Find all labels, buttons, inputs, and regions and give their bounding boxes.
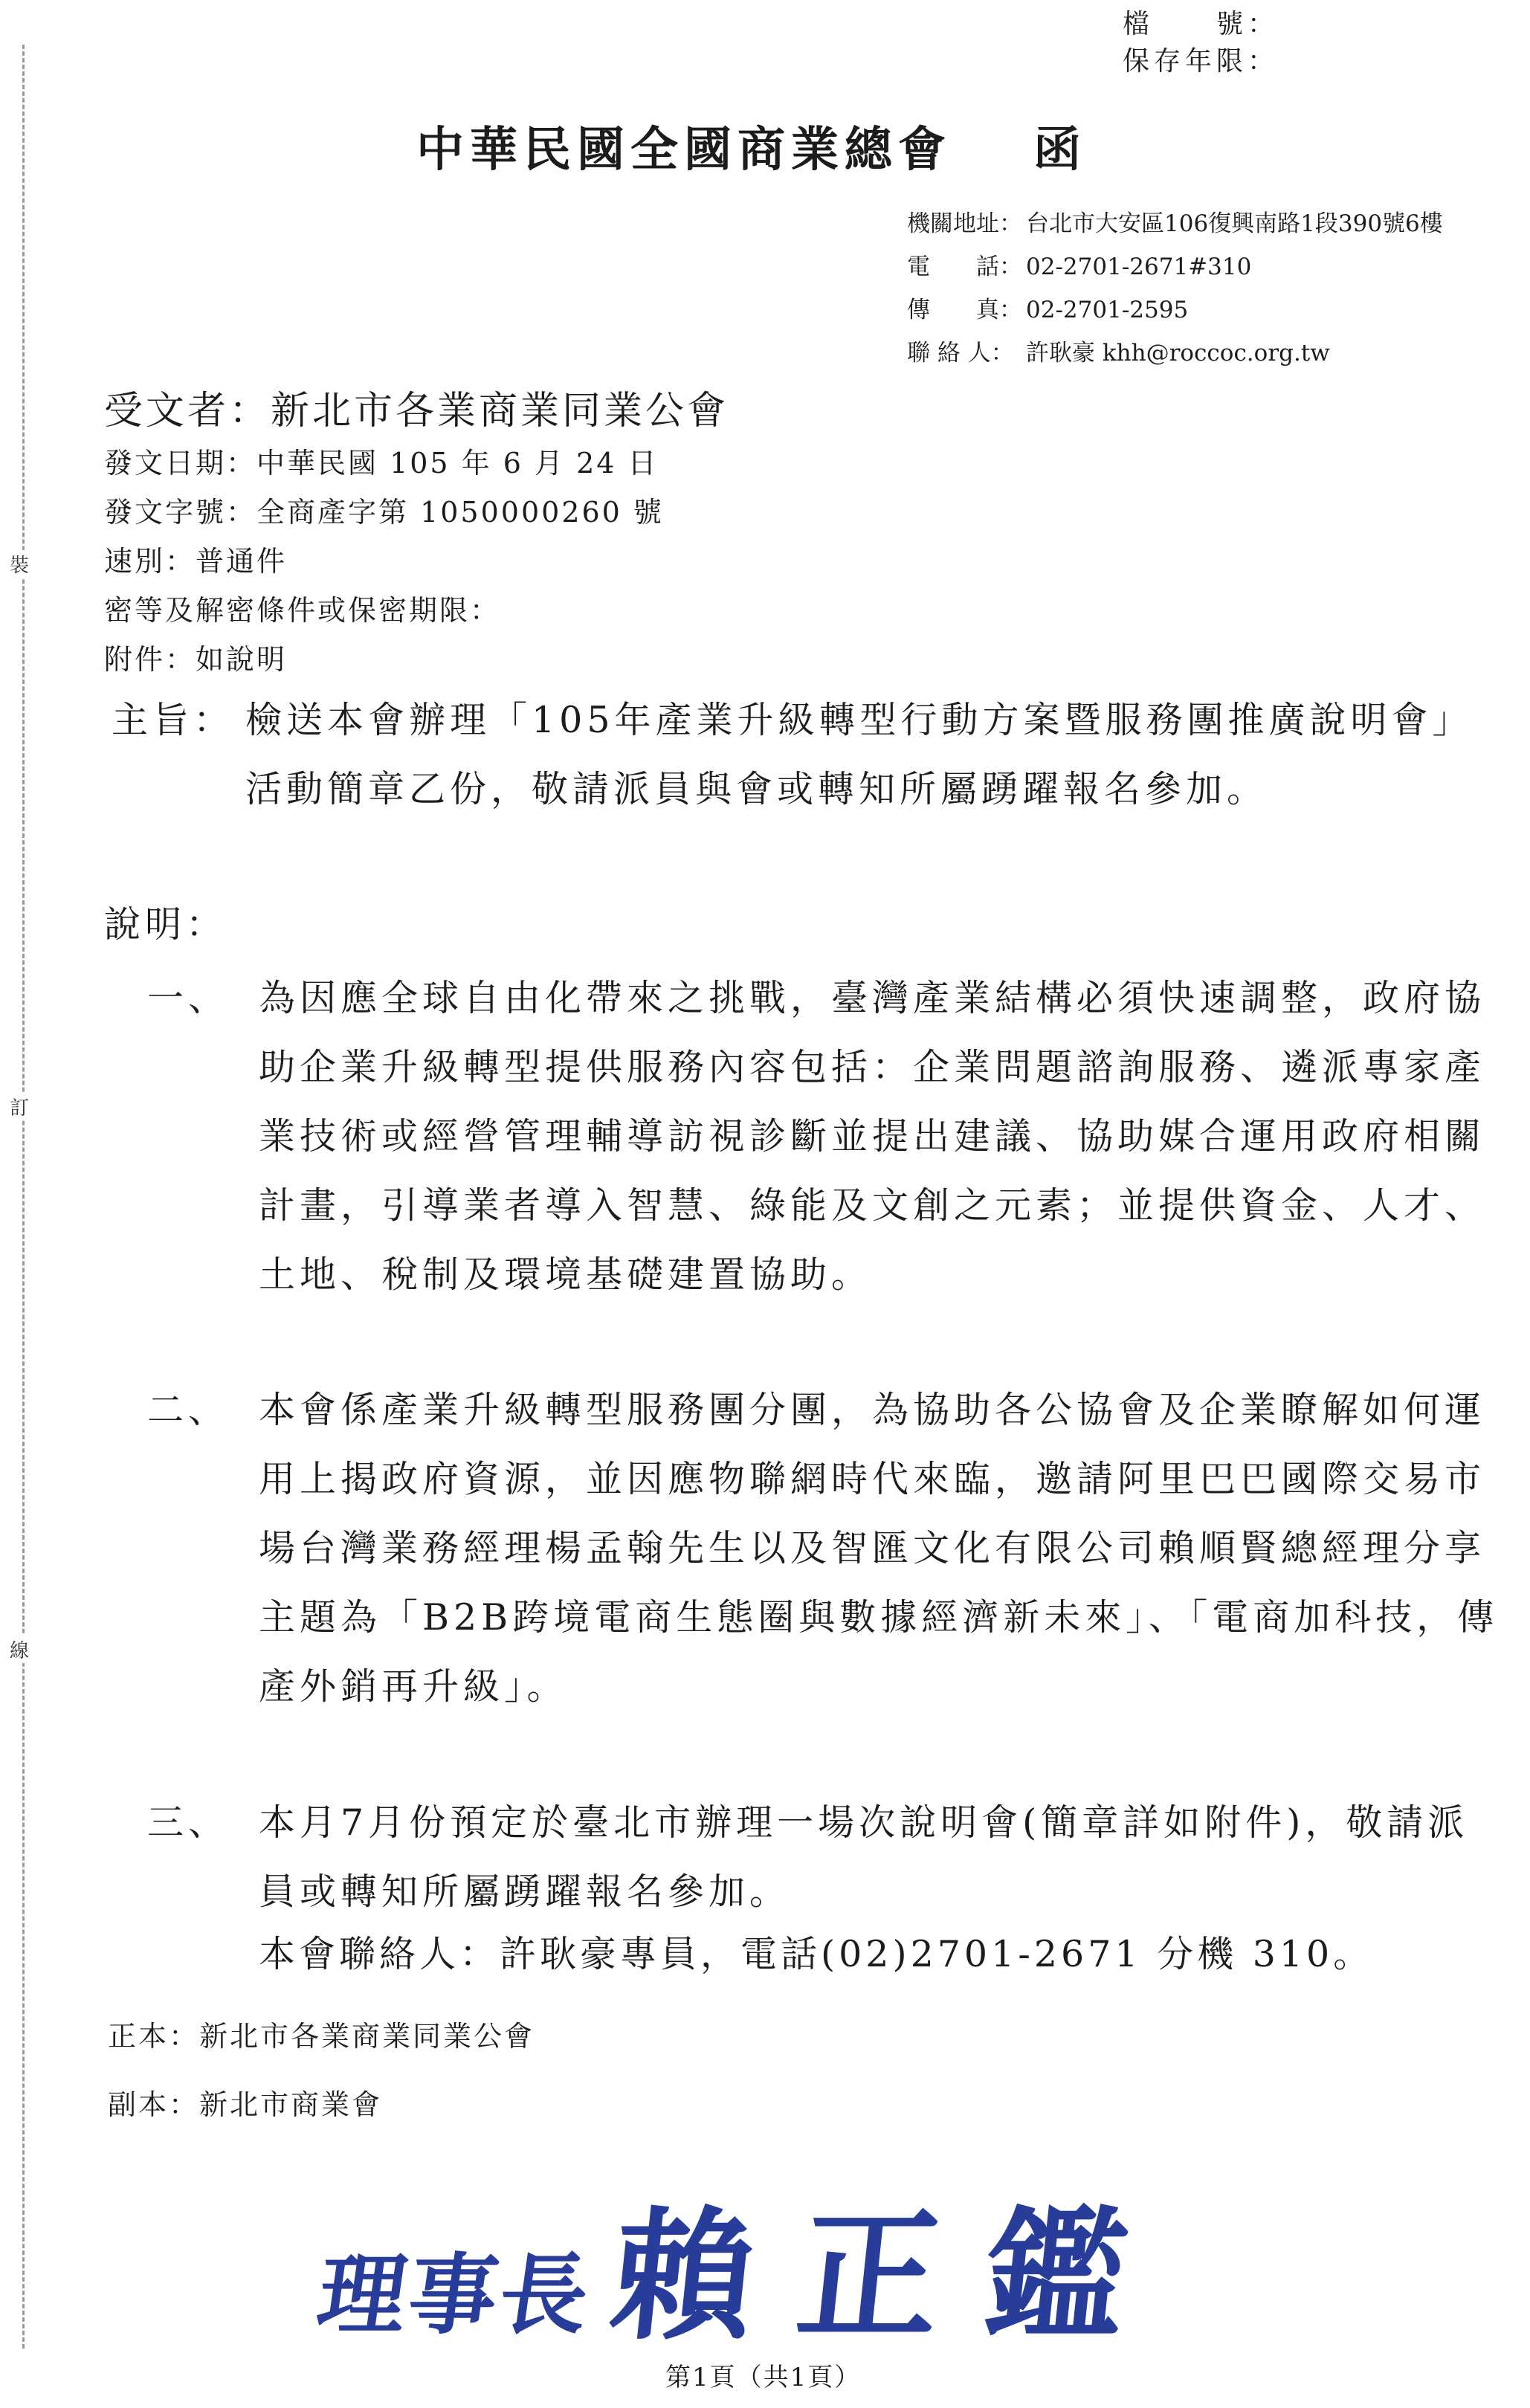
fax-value: 02-2701-2595: [1026, 297, 1189, 323]
document-meta: [104, 439, 664, 684]
issue-date: 發文日期：中華民國 105 年 6 月 24 日: [104, 447, 659, 480]
contact-value: 許耿豪 khh@roccoc.org.tw: [1026, 340, 1330, 367]
explanation-item: [147, 963, 1508, 1309]
subject: [112, 685, 1509, 824]
issue-number: 發文字號：全商產字第 1050000260 號: [104, 496, 664, 529]
explanation-item: [147, 1788, 1508, 1926]
item-text: 為因應全球自由化帶來之挑戰，臺灣產業結構必須快速調整，政府協助企業升級轉型提供服務內容包括：企業問題諮詢服務、遴派專家產業技術或經營管理輔導訪視診斷並提出建議、協助媒合運用政府相關計畫，引導業者導入智慧、綠能及文創之元素；並提供資金、人才、土地、稅制及環境基礎建置協助。: [259, 977, 1486, 1296]
contact-label: 聯 絡 人：: [907, 340, 1014, 367]
explanation-item: [147, 1375, 1508, 1721]
cc-main: 正本：新北市各業商業同業公會: [108, 2020, 535, 2053]
signature-title: 理事長: [311, 2243, 598, 2346]
address-label: 機關地址：: [907, 210, 1022, 237]
retention-label: 保存年限：: [1123, 46, 1279, 77]
chairman-signature-stamp: [311, 2163, 1180, 2366]
title-org: 中華民國全國商業總會: [416, 122, 952, 178]
explanation-heading: 說明：: [104, 903, 227, 946]
title-doc-type: 函: [1033, 122, 1087, 178]
file-number-label: 檔 號：: [1123, 9, 1279, 39]
item-number: 二、: [147, 1389, 230, 1431]
phone-label: 電 話：: [907, 254, 1022, 280]
page-number: 第1頁（共1頁）: [665, 2363, 862, 2392]
address-row: [907, 202, 1443, 245]
subject-text: 檢送本會辦理「105年產業升級轉型行動方案暨服務團推廣說明會」活動簡章乙份，敬請派員與會或轉知所屬踴躍報名參加。: [245, 699, 1473, 810]
secrecy: 密等及解密條件或保密期限：: [104, 594, 501, 627]
recipient: 受文者：新北市各業商業同業公會: [104, 389, 729, 433]
cc-copy: 副本：新北市商業會: [108, 2088, 383, 2121]
fax-label: 傳 真：: [907, 297, 1022, 323]
signature-name: 賴正鑑: [604, 2193, 1180, 2359]
item-text: 本會係產業升級轉型服務團分團，為協助各公協會及企業瞭解如何運用上揭政府資源，並因應物聯網時代來臨，邀請阿里巴巴國際交易市場台灣業務經理楊孟翰先生以及智匯文化有限公司賴順賢總經理分享主題為「B2B跨境電商生態圈與數據經濟新未來」、「電商加科技，傳產外銷再升級」。: [259, 1389, 1499, 1708]
document-title: [416, 112, 1087, 180]
contact-row: [907, 332, 1443, 375]
phone-row: [907, 245, 1443, 288]
file-info: [1123, 6, 1279, 80]
binding-mark-ding: 訂: [4, 1093, 34, 1120]
attachment: 附件：如說明: [104, 643, 288, 676]
subject-label: 主旨：: [112, 699, 235, 741]
org-info: [907, 202, 1443, 375]
contact-line: 本會聯絡人：許耿豪專員，電話(02)2701-2671 分機 310。: [259, 1933, 1374, 1975]
address-value: 台北市大安區106復興南路1段390號6樓: [1026, 210, 1443, 237]
item-number: 一、: [147, 977, 230, 1019]
speed: 速別：普通件: [104, 545, 288, 578]
binding-mark-zhuang: 裝: [4, 550, 34, 578]
binding-mark-xian: 線: [4, 1636, 34, 1663]
fax-row: [907, 288, 1443, 332]
phone-value: 02-2701-2671#310: [1026, 254, 1252, 280]
item-number: 三、: [147, 1801, 230, 1844]
item-text: 本月7月份預定於臺北市辦理一場次說明會(簡章詳如附件)，敬請派員或轉知所屬踴躍報名參加。: [259, 1801, 1469, 1913]
binding-line: [22, 45, 25, 2349]
